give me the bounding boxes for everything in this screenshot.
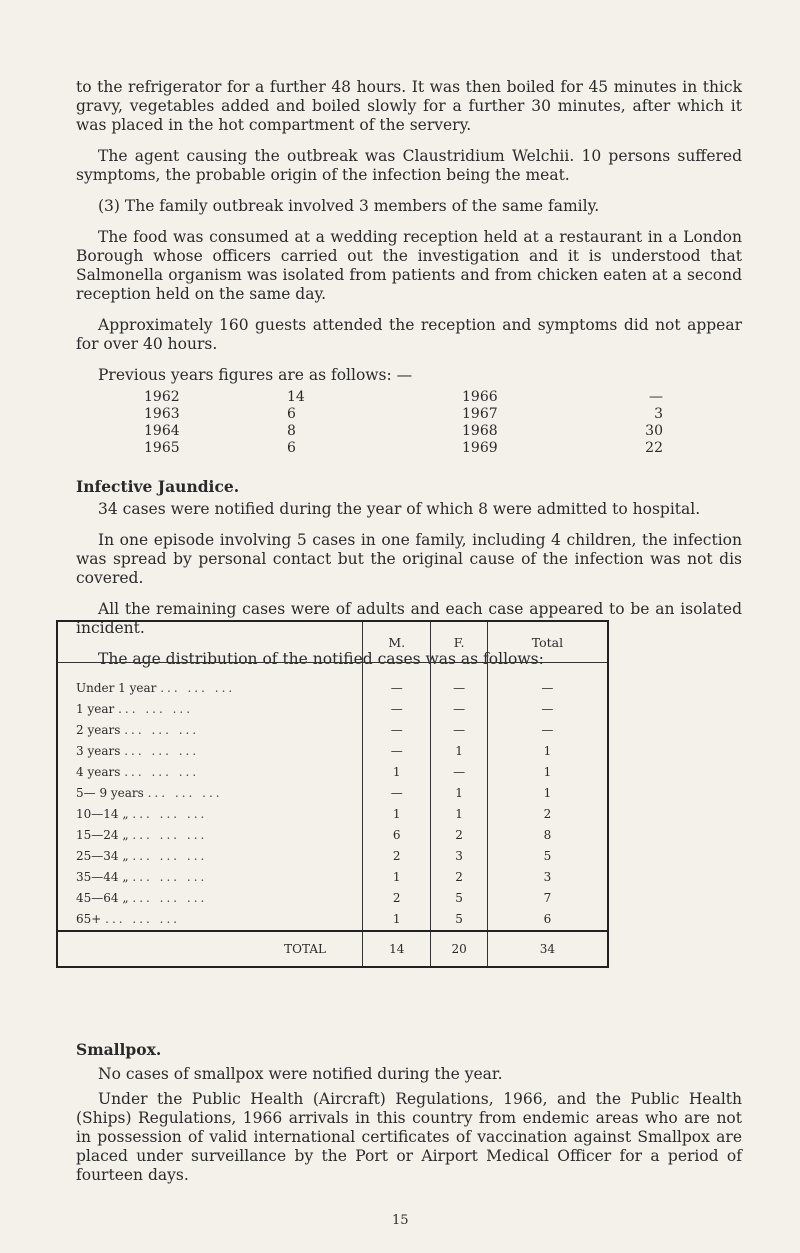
total-cell: — xyxy=(487,663,608,700)
female-cell: 1 xyxy=(431,783,487,804)
table-row xyxy=(57,699,608,720)
age-label: 15—24 „ ... ... ... xyxy=(76,828,208,842)
age-label: 4 years ... ... ... xyxy=(76,765,200,779)
page-body xyxy=(76,78,742,669)
table-row xyxy=(57,741,608,762)
male-cell: 1 xyxy=(363,804,431,825)
paragraph-jaundice-remaining: All the remaining cases were of adults and each case appeared to be an isolated incident. xyxy=(76,600,742,637)
age-label: 3 years ... ... ... xyxy=(76,744,200,758)
table-row xyxy=(57,846,608,867)
female-cell: — xyxy=(431,720,487,741)
header-female: F. xyxy=(431,621,487,663)
paragraph-agent: The agent causing the outbreak was Claustridium Welchii. 10 persons suffered symptoms, the probable origin of the infection being the meat. xyxy=(76,147,742,184)
header-blank xyxy=(57,621,363,663)
page-number: 15 xyxy=(392,1213,409,1228)
total-cell: 5 xyxy=(487,846,608,867)
total-cell: 8 xyxy=(487,825,608,846)
table-row xyxy=(57,762,608,783)
paragraph-age-distribution: The age distribution of the notified cases was as follows: xyxy=(98,650,544,668)
table-row xyxy=(57,888,608,909)
value-cell: — xyxy=(649,389,663,405)
male-cell: — xyxy=(363,720,431,741)
table-row xyxy=(57,804,608,825)
paragraph-previous-years: Previous years figures are as follows: — xyxy=(98,366,413,384)
female-cell: — xyxy=(431,699,487,720)
value-cell: 3 xyxy=(654,406,663,422)
total-cell: 7 xyxy=(487,888,608,909)
year-cell: 1966 xyxy=(462,389,498,405)
year-cell: 1964 xyxy=(144,423,180,439)
total-label: TOTAL xyxy=(57,931,363,967)
total-cell: 6 xyxy=(487,909,608,931)
female-cell: 5 xyxy=(431,888,487,909)
table-row xyxy=(57,825,608,846)
value-cell: 6 xyxy=(287,440,296,456)
previous-years-row xyxy=(144,389,684,406)
previous-years-row xyxy=(144,406,684,423)
age-label: 35—44 „ ... ... ... xyxy=(76,870,208,884)
male-cell: — xyxy=(363,699,431,720)
total-cell: 1 xyxy=(487,783,608,804)
total-row xyxy=(57,931,608,967)
table-row xyxy=(57,720,608,741)
header-total: Total xyxy=(487,621,608,663)
age-label: 5— 9 years ... ... ... xyxy=(76,786,223,800)
male-cell: — xyxy=(363,663,431,700)
table-header-row xyxy=(57,621,608,663)
table-row xyxy=(57,867,608,888)
year-cell: 1968 xyxy=(462,423,498,439)
female-cell: 5 xyxy=(431,909,487,931)
total-male-cell: 14 xyxy=(363,931,431,967)
age-label: 45—64 „ ... ... ... xyxy=(76,891,208,905)
age-label: Under 1 year ... ... ... xyxy=(76,680,236,695)
paragraph-family-outbreak: (3) The family outbreak involved 3 members of the same family. xyxy=(98,197,600,215)
age-distribution-table-wrapper xyxy=(56,620,609,968)
male-cell: 2 xyxy=(363,888,431,909)
paragraph-refrigerator: to the refrigerator for a further 48 hours. It was then boiled for 45 minutes in thick gravy, vegetables added and boiled slowly for a further 30 minutes, after which it was placed in the hot compartment of the servery. xyxy=(76,78,742,134)
male-cell: 1 xyxy=(363,762,431,783)
age-label: 65+ ... ... ... xyxy=(76,912,181,926)
male-cell: 1 xyxy=(363,909,431,931)
age-distribution-table xyxy=(56,620,609,968)
total-cell: 1 xyxy=(487,741,608,762)
female-cell: 1 xyxy=(431,741,487,762)
paragraph-jaundice-episode: In one episode involving 5 cases in one family, including 4 children, the infection was spread by personal contact but the original cause of the infection was not dis covered. xyxy=(76,531,742,587)
paragraph-guests: Approximately 160 guests attended the reception and symptoms did not appear for over 40 hours. xyxy=(76,316,742,353)
male-cell: 1 xyxy=(363,867,431,888)
age-label: 1 year ... ... ... xyxy=(76,702,194,716)
paragraph-smallpox-none: No cases of smallpox were notified during the year. xyxy=(98,1065,503,1083)
female-cell: — xyxy=(431,762,487,783)
table-row xyxy=(57,909,608,931)
value-cell: 22 xyxy=(645,440,663,456)
year-cell: 1969 xyxy=(462,440,498,456)
section-heading-smallpox: Smallpox. xyxy=(76,1040,162,1059)
value-cell: 6 xyxy=(287,406,296,422)
male-cell: 6 xyxy=(363,825,431,846)
female-cell: 2 xyxy=(431,867,487,888)
smallpox-section xyxy=(76,1040,742,1185)
total-cell: 1 xyxy=(487,762,608,783)
female-cell: 1 xyxy=(431,804,487,825)
male-cell: — xyxy=(363,783,431,804)
male-cell: — xyxy=(363,741,431,762)
male-cell: 2 xyxy=(363,846,431,867)
female-cell: 3 xyxy=(431,846,487,867)
year-cell: 1962 xyxy=(144,389,180,405)
age-label: 25—34 „ ... ... ... xyxy=(76,849,208,863)
previous-years-table xyxy=(144,389,684,457)
table-row xyxy=(57,663,608,700)
previous-years-row xyxy=(144,440,684,457)
year-cell: 1965 xyxy=(144,440,180,456)
total-cell: 3 xyxy=(487,867,608,888)
table-row xyxy=(57,783,608,804)
value-cell: 8 xyxy=(287,423,296,439)
paragraph-wedding: The food was consumed at a wedding reception held at a restaurant in a London Borough whose officers carried out the investigation and it is understood that Salmonella organism was isolated from patients and from chicken eaten at a second reception held on the same day. xyxy=(76,228,742,303)
value-cell: 30 xyxy=(645,423,663,439)
total-cell: 2 xyxy=(487,804,608,825)
female-cell: — xyxy=(431,663,487,700)
total-cell: — xyxy=(487,720,608,741)
paragraph-jaundice-cases: 34 cases were notified during the year of which 8 were admitted to hospital. xyxy=(98,500,701,518)
year-cell: 1967 xyxy=(462,406,498,422)
age-label: 10—14 „ ... ... ... xyxy=(76,807,208,821)
total-cell: — xyxy=(487,699,608,720)
previous-years-row xyxy=(144,423,684,440)
section-heading-jaundice: Infective Jaundice. xyxy=(76,477,240,496)
paragraph-smallpox-regulations: Under the Public Health (Aircraft) Regulations, 1966, and the Public Health (Ships) Regulations, 1966 arrivals in this country from endemic areas who are not in possession of valid international certificates of vaccination against Smallpox are placed under surveillance by the Port or Airport Medical Officer for a period of fourteen days. xyxy=(76,1090,742,1184)
header-male: M. xyxy=(363,621,431,663)
year-cell: 1963 xyxy=(144,406,180,422)
age-label: 2 years ... ... ... xyxy=(76,723,200,737)
total-female-cell: 20 xyxy=(431,931,487,967)
value-cell: 14 xyxy=(287,389,305,405)
female-cell: 2 xyxy=(431,825,487,846)
total-total-cell: 34 xyxy=(487,931,608,967)
